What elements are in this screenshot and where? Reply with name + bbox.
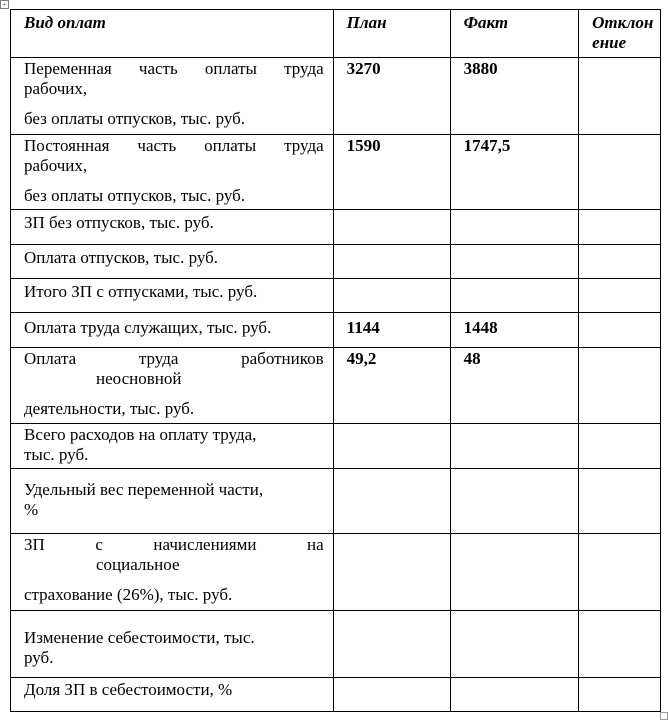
table-row [11, 58, 661, 135]
fact-cell[interactable] [450, 279, 579, 313]
fact-cell[interactable] [450, 534, 579, 611]
table-row [11, 313, 661, 348]
row-label-cell[interactable]: ЗП с начислениями на социальное страхование (26%), тыс. руб. [11, 534, 334, 611]
plan-cell[interactable] [333, 210, 450, 245]
deviation-cell[interactable] [579, 611, 661, 678]
deviation-cell[interactable] [579, 534, 661, 611]
deviation-cell[interactable] [579, 279, 661, 313]
row-label-cell[interactable]: Доля ЗП в себестоимости, % [11, 678, 334, 712]
row-label-cell[interactable]: Оплата труда служащих, тыс. руб. [11, 313, 334, 348]
fact-cell[interactable]: 1448 [450, 313, 579, 348]
row-label-cell[interactable]: Всего расходов на оплату труда, тыс. руб. [11, 424, 334, 469]
row-label-cell[interactable]: ЗП без отпусков, тыс. руб. [11, 210, 334, 245]
table-resize-handle-icon[interactable] [660, 712, 668, 720]
plan-cell[interactable] [333, 245, 450, 279]
table-row [11, 678, 661, 712]
table-row [11, 611, 661, 678]
fact-cell[interactable]: 1747,5 [450, 135, 579, 210]
fact-cell[interactable]: 48 [450, 348, 579, 424]
plan-cell[interactable]: 49,2 [333, 348, 450, 424]
header-payment-type: Вид оплат [11, 10, 334, 58]
fact-cell[interactable] [450, 245, 579, 279]
fact-cell[interactable] [450, 678, 579, 712]
table-row [11, 469, 661, 534]
header-plan: План [333, 10, 450, 58]
plan-cell[interactable]: 3270 [333, 58, 450, 135]
header-deviation: Отклон ение [579, 10, 661, 58]
table-row [11, 424, 661, 469]
deviation-cell[interactable] [579, 313, 661, 348]
deviation-cell[interactable] [579, 678, 661, 712]
table-move-handle-icon[interactable]: + [0, 0, 9, 9]
plan-cell[interactable] [333, 611, 450, 678]
wage-plan-table [10, 9, 661, 712]
fact-cell[interactable] [450, 424, 579, 469]
fact-cell[interactable]: 3880 [450, 58, 579, 135]
table-row [11, 135, 661, 210]
plan-cell[interactable] [333, 424, 450, 469]
table-row [11, 348, 661, 424]
plan-cell[interactable]: 1590 [333, 135, 450, 210]
plan-cell[interactable] [333, 469, 450, 534]
deviation-cell[interactable] [579, 210, 661, 245]
fact-cell[interactable] [450, 611, 579, 678]
table-row [11, 210, 661, 245]
plan-cell[interactable] [333, 534, 450, 611]
fact-cell[interactable] [450, 210, 579, 245]
fact-cell[interactable] [450, 469, 579, 534]
deviation-cell[interactable] [579, 469, 661, 534]
deviation-cell[interactable] [579, 58, 661, 135]
row-label-cell[interactable]: Переменная часть оплаты труда рабочих, без оплаты отпусков, тыс. руб. [11, 58, 334, 135]
row-label-cell[interactable]: Итого ЗП с отпусками, тыс. руб. [11, 279, 334, 313]
plan-cell[interactable] [333, 678, 450, 712]
table-row [11, 534, 661, 611]
deviation-cell[interactable] [579, 348, 661, 424]
deviation-cell[interactable] [579, 424, 661, 469]
plan-cell[interactable] [333, 279, 450, 313]
row-label-cell[interactable]: Оплата отпусков, тыс. руб. [11, 245, 334, 279]
row-label-cell[interactable]: Оплата труда работников неосновной деятельности, тыс. руб. [11, 348, 334, 424]
row-label-cell[interactable]: Постоянная часть оплаты труда рабочих, без оплаты отпусков, тыс. руб. [11, 135, 334, 210]
table-header-row [11, 10, 661, 58]
row-label-cell[interactable]: Удельный вес переменной части, % [11, 469, 334, 534]
deviation-cell[interactable] [579, 135, 661, 210]
plan-cell[interactable]: 1144 [333, 313, 450, 348]
row-label-cell[interactable]: Изменение себестоимости, тыс. руб. [11, 611, 334, 678]
table-row [11, 245, 661, 279]
table-row [11, 279, 661, 313]
deviation-cell[interactable] [579, 245, 661, 279]
header-fact: Факт [450, 10, 579, 58]
